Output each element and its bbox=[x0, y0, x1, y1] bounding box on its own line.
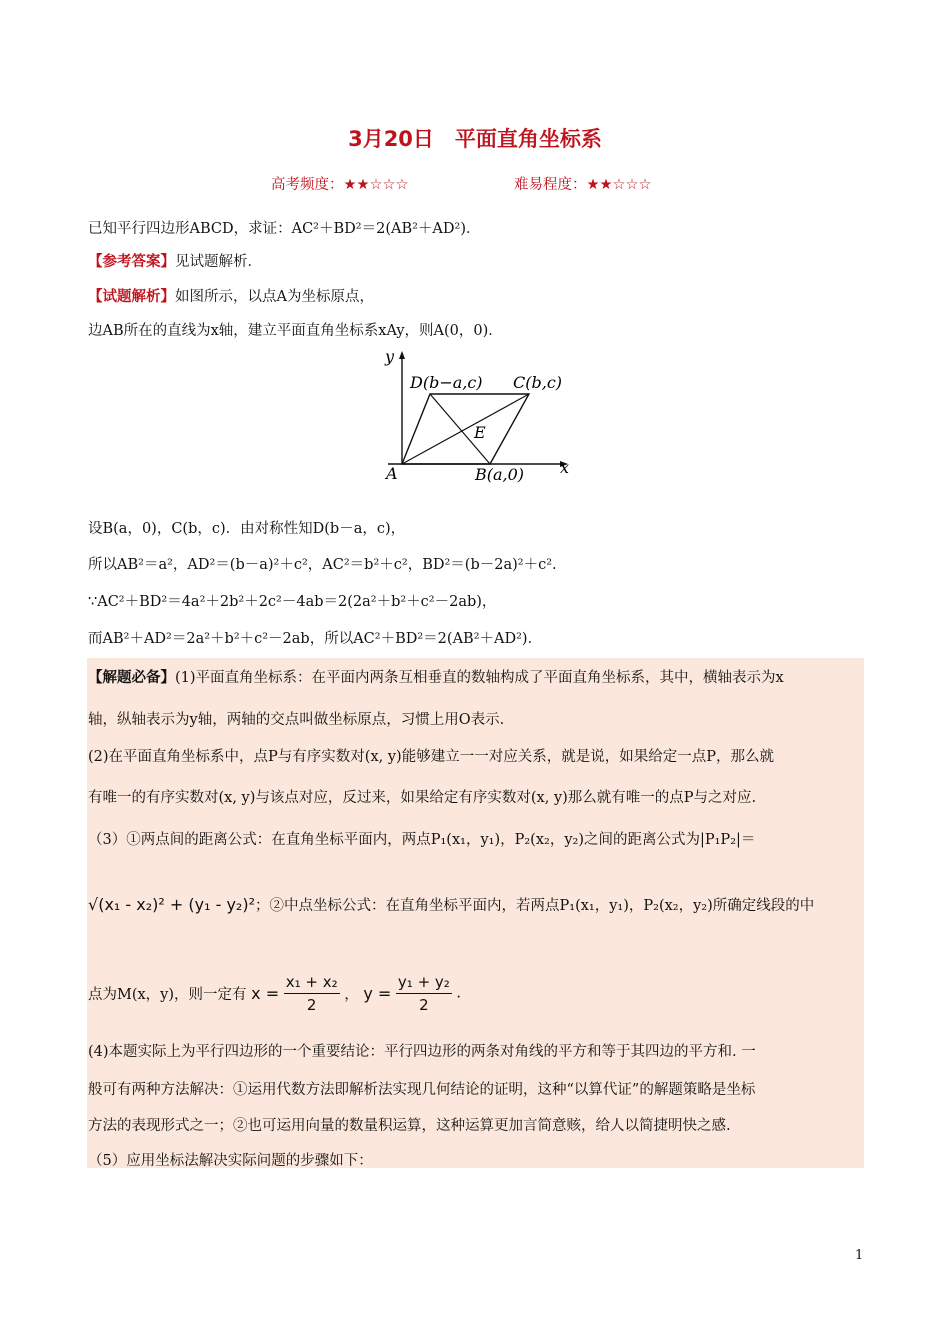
solution-line-4: 而AB²＋AD²＝2a²＋b²＋c²－2ab，所以AC²＋BD²＝2(AB²＋AD²)． bbox=[88, 631, 543, 647]
mid-y-lhs: y = bbox=[363, 984, 392, 1003]
mid-y-denominator: 2 bbox=[419, 996, 429, 1014]
analysis-line-2: 边AB所在的直线为x轴，建立平面直角坐标系xAy，则A(0，0)． bbox=[88, 323, 503, 339]
box-line-11: （5）应用坐标法解决实际问题的步骤如下： bbox=[88, 1153, 373, 1169]
answer-tag: 【参考答案】 bbox=[88, 254, 175, 270]
box-line-9: 般可有两种方法解决：①运用代数方法即解析法实现几何结论的证明，这种“以算代证”的解题策略是坐标 bbox=[88, 1082, 756, 1098]
frequency-rating: 高考频度：★★☆☆☆ bbox=[271, 177, 409, 193]
analysis-text: 如图所示，以点A为坐标原点， bbox=[175, 289, 374, 305]
box-line-6 bbox=[88, 894, 814, 915]
solution-line-1: 设B(a，0)，C(b，c)．由对称性知D(b－a，c)， bbox=[88, 521, 406, 537]
y-axis-label: y bbox=[385, 347, 395, 366]
page-number: 1 bbox=[855, 1248, 864, 1263]
x-axis-label: x bbox=[560, 458, 570, 477]
point-d-label: D(b−a,c) bbox=[410, 373, 483, 392]
point-a-label: A bbox=[386, 464, 398, 483]
key-points-tag: 【解题必备】 bbox=[88, 670, 175, 686]
point-b-label: B(a,0) bbox=[475, 465, 525, 484]
solution-line-2: 所以AB²＝a²，AD²＝(b－a)²＋c²，AC²＝b²＋c²，BD²＝(b－2a)²＋c². bbox=[88, 557, 557, 573]
distance-formula: √(x₁ - x₂)² + (y₁ - y₂)² bbox=[88, 895, 255, 914]
box-line-1 bbox=[88, 666, 784, 687]
box-line-10: 方法的表现形式之一；②也可运用向量的数量积运算，这种运算更加言简意赅，给人以简捷明快之感. bbox=[88, 1118, 731, 1134]
answer-text: 见试题解析． bbox=[175, 254, 262, 270]
box-line-3: (2)在平面直角坐标系中，点P与有序实数对(x, y)能够建立一一对应关系，就是说，如果给定一点P，那么就 bbox=[88, 749, 774, 765]
mid-y-numerator: y₁ + y₂ bbox=[396, 973, 452, 994]
mid-x-fraction bbox=[284, 973, 340, 1014]
box-p1a: (1)平面直角坐标系：在平面内两条互相垂直的数轴构成了平面直角坐标系，其中，横轴表示为x bbox=[175, 670, 784, 686]
parallelogram-figure bbox=[368, 346, 580, 488]
y-axis-arrow bbox=[399, 351, 405, 359]
box-line-5: （3）①两点间的距离公式：在直角坐标平面内，两点P₁(x₁，y₁)，P₂(x₂，y₂)之间的距离公式为|P₁P₂|＝ bbox=[88, 832, 756, 848]
mid-y-fraction bbox=[396, 973, 452, 1014]
page-title: 3月20日 平面直角坐标系 bbox=[348, 127, 602, 151]
box-line-4: 有唯一的有序实数对(x, y)与该点对应，反过来，如果给定有序实数对(x, y)那么就有唯一的点P与之对应. bbox=[88, 790, 757, 806]
box-line-7: 点为M(x，y)，则一定有 x = $\frac{\text{x₁ + x₂}}{2}$ ， y = $\frac{\text{y₁ + y₂}}{2}$ . bbox=[88, 973, 462, 1014]
mid-x-denominator: 2 bbox=[306, 996, 317, 1014]
problem-statement: 已知平行四边形ABCD，求证：AC²＋BD²＝2(AB²＋AD²)． bbox=[88, 221, 481, 237]
answer-line bbox=[88, 250, 262, 271]
difficulty-rating: 难易程度：★★☆☆☆ bbox=[514, 177, 652, 193]
point-e-label: E bbox=[474, 423, 486, 442]
analysis-tag: 【试题解析】 bbox=[88, 289, 175, 305]
solution-line-3: ∵AC²＋BD²＝4a²＋2b²＋2c²－4ab＝2(2a²＋b²＋c²－2ab)， bbox=[88, 594, 497, 610]
point-c-label: C(b,c) bbox=[513, 373, 563, 392]
box-line-2: 轴，纵轴表示为y轴，两轴的交点叫做坐标原点，习惯上用O表示. bbox=[88, 712, 505, 728]
analysis-line bbox=[88, 285, 374, 306]
box-line-8: (4)本题实际上为平行四边形的一个重要结论：平行四边形的两条对角线的平方和等于其四边的平方和. 一 bbox=[88, 1044, 756, 1060]
mid-x-lhs: x = bbox=[251, 984, 280, 1003]
box-p3b: ；②中点坐标公式：在直角坐标平面内，若两点P₁(x₁，y₁)，P₂(x₂，y₂)所确定线段的中 bbox=[255, 898, 815, 914]
box-p3c: 点为M(x，y)，则一定有 bbox=[88, 987, 247, 1003]
mid-x-numerator: x₁ + x₂ bbox=[284, 973, 340, 994]
